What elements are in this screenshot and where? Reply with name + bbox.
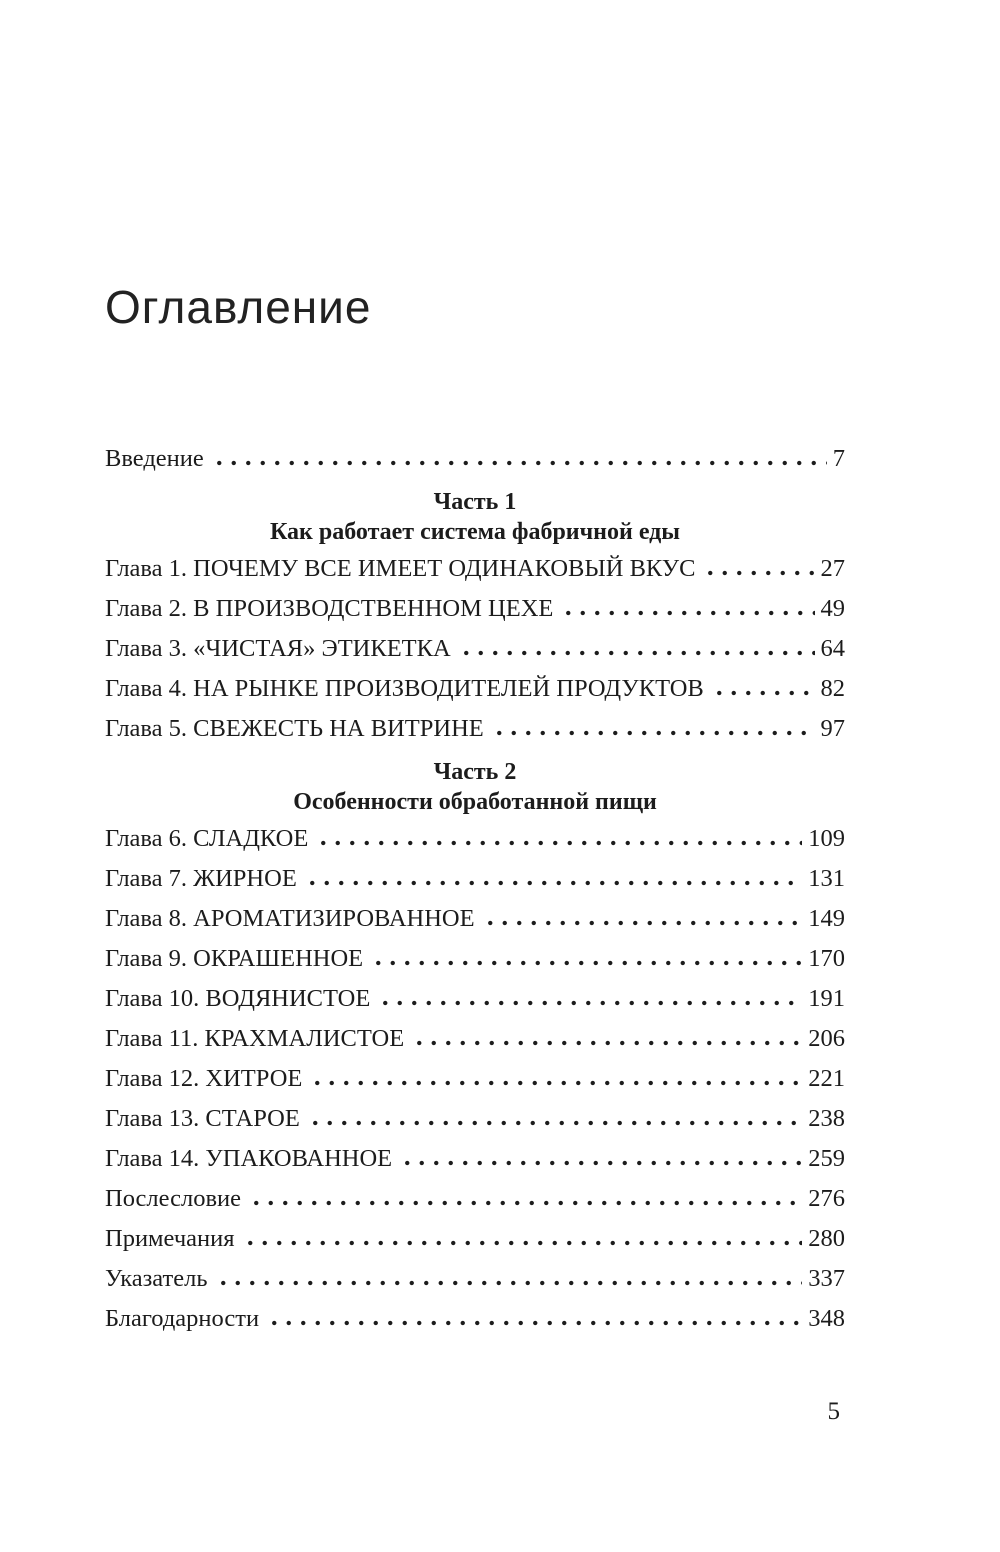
toc-section-heading — [105, 757, 845, 817]
toc-entry-label: Глава 13. СТАРОЕ — [105, 1105, 300, 1133]
toc-entry-page-number: 149 — [808, 905, 845, 933]
toc-entry — [105, 1105, 845, 1133]
toc-entry — [105, 1065, 845, 1093]
toc-entry — [105, 905, 845, 933]
dot-leader — [412, 1040, 802, 1046]
toc-entry-label: Глава 7. ЖИРНОЕ — [105, 865, 297, 893]
dot-leader — [712, 690, 815, 696]
toc-section — [105, 757, 845, 1173]
toc-entry-page-number: 276 — [808, 1185, 845, 1213]
section-part-title: Как работает система фабричной еды — [269, 519, 681, 546]
toc-entry-label: Примечания — [105, 1225, 235, 1253]
toc-section-entries — [105, 825, 845, 1173]
toc-entry-label: Глава 5. СВЕЖЕСТЬ НА ВИТРИНЕ — [105, 715, 484, 743]
toc-entry-label: Глава 14. УПАКОВАННОЕ — [105, 1145, 393, 1173]
toc-entry — [105, 595, 845, 623]
dot-leader — [371, 960, 802, 966]
toc-entry-label: Послесловие — [105, 1185, 242, 1213]
toc-back-matter — [105, 1185, 845, 1333]
section-part-label: Часть 1 — [433, 489, 517, 516]
toc-entry-label: Указатель — [105, 1265, 208, 1293]
toc-entry — [105, 1265, 845, 1293]
toc-entry-label: Глава 1. ПОЧЕМУ ВСЕ ИМЕЕТ ОДИНАКОВЫЙ ВКУС — [105, 555, 696, 583]
dot-leader — [216, 1280, 803, 1286]
dot-leader — [561, 610, 814, 616]
toc-entry-introduction — [105, 445, 845, 473]
toc-entry — [105, 825, 845, 853]
toc-entry — [105, 675, 845, 703]
toc-entry — [105, 1225, 845, 1253]
toc-entry — [105, 1185, 845, 1213]
toc-entry — [105, 1025, 845, 1053]
dot-leader — [305, 880, 802, 886]
toc-entry-label: Введение — [105, 445, 204, 473]
folio-page-number: 5 — [827, 1398, 840, 1425]
dot-leader — [378, 1000, 802, 1006]
dot-leader — [310, 1080, 802, 1086]
toc-entry-page-number: 206 — [808, 1025, 845, 1053]
toc-entry — [105, 1305, 845, 1333]
toc-section — [105, 487, 845, 743]
toc-entry-page-number: 27 — [820, 555, 845, 583]
toc-entry — [105, 635, 845, 663]
section-part-title: Особенности обработанной пищи — [293, 789, 657, 816]
toc-entry-label: Глава 8. АРОМАТИЗИРОВАННОЕ — [105, 905, 475, 933]
toc-list — [105, 445, 845, 1333]
toc-entry-label: Глава 10. ВОДЯНИСТОЕ — [105, 985, 371, 1013]
dot-leader — [703, 570, 814, 576]
toc-entry-page-number: 238 — [808, 1105, 845, 1133]
toc-entry-label: Глава 4. НА РЫНКЕ ПРОИЗВОДИТЕЛЕЙ ПРОДУКТОВ — [105, 675, 704, 703]
toc-entry — [105, 945, 845, 973]
toc-entry-page-number: 191 — [808, 985, 845, 1013]
toc-section-entries — [105, 555, 845, 743]
toc-entry-label: Глава 12. ХИТРОЕ — [105, 1065, 303, 1093]
dot-leader — [483, 920, 803, 926]
toc-entry-label: Благодарности — [105, 1305, 260, 1333]
toc-entry-label: Глава 3. «ЧИСТАЯ» ЭТИКЕТКА — [105, 635, 451, 663]
toc-entry-page-number: 221 — [808, 1065, 845, 1093]
toc-entry-page-number: 64 — [820, 635, 845, 663]
dot-leader — [243, 1240, 803, 1246]
toc-entry-page-number: 280 — [808, 1225, 845, 1253]
toc-entry — [105, 985, 845, 1013]
dot-leader — [492, 730, 815, 736]
toc-entry-page-number: 109 — [808, 825, 845, 853]
toc-entry-page-number: 259 — [808, 1145, 845, 1173]
toc-entry — [105, 715, 845, 743]
dot-leader — [267, 1320, 802, 1326]
toc-entry-page-number: 97 — [820, 715, 845, 743]
section-part-label: Часть 2 — [433, 759, 517, 786]
toc-entry — [105, 1145, 845, 1173]
toc-entry-page-number: 49 — [820, 595, 845, 623]
toc-entry-label: Глава 9. ОКРАШЕННОЕ — [105, 945, 364, 973]
toc-entry-page-number: 82 — [820, 675, 845, 703]
dot-leader — [400, 1160, 802, 1166]
toc-section-heading — [105, 487, 845, 547]
dot-leader — [308, 1120, 802, 1126]
dot-leader — [212, 460, 827, 466]
toc-entry-page-number: 170 — [808, 945, 845, 973]
toc-entry-page-number: 131 — [808, 865, 845, 893]
dot-leader — [316, 840, 802, 846]
toc-entry-label: Глава 11. КРАХМАЛИСТОЕ — [105, 1025, 405, 1053]
toc-entry-page-number: 348 — [808, 1305, 845, 1333]
toc-sections — [105, 487, 845, 1173]
toc-entry — [105, 555, 845, 583]
toc-entry-label: Глава 6. СЛАДКОЕ — [105, 825, 309, 853]
dot-leader — [249, 1200, 802, 1206]
toc-entry-page-number: 337 — [808, 1265, 845, 1293]
dot-leader — [459, 650, 815, 656]
toc-entry-label: Глава 2. В ПРОИЗВОДСТВЕННОМ ЦЕХЕ — [105, 595, 554, 623]
toc-entry-page-number: 7 — [832, 445, 845, 473]
page-title: Оглавление — [105, 281, 372, 333]
toc-entry — [105, 865, 845, 893]
